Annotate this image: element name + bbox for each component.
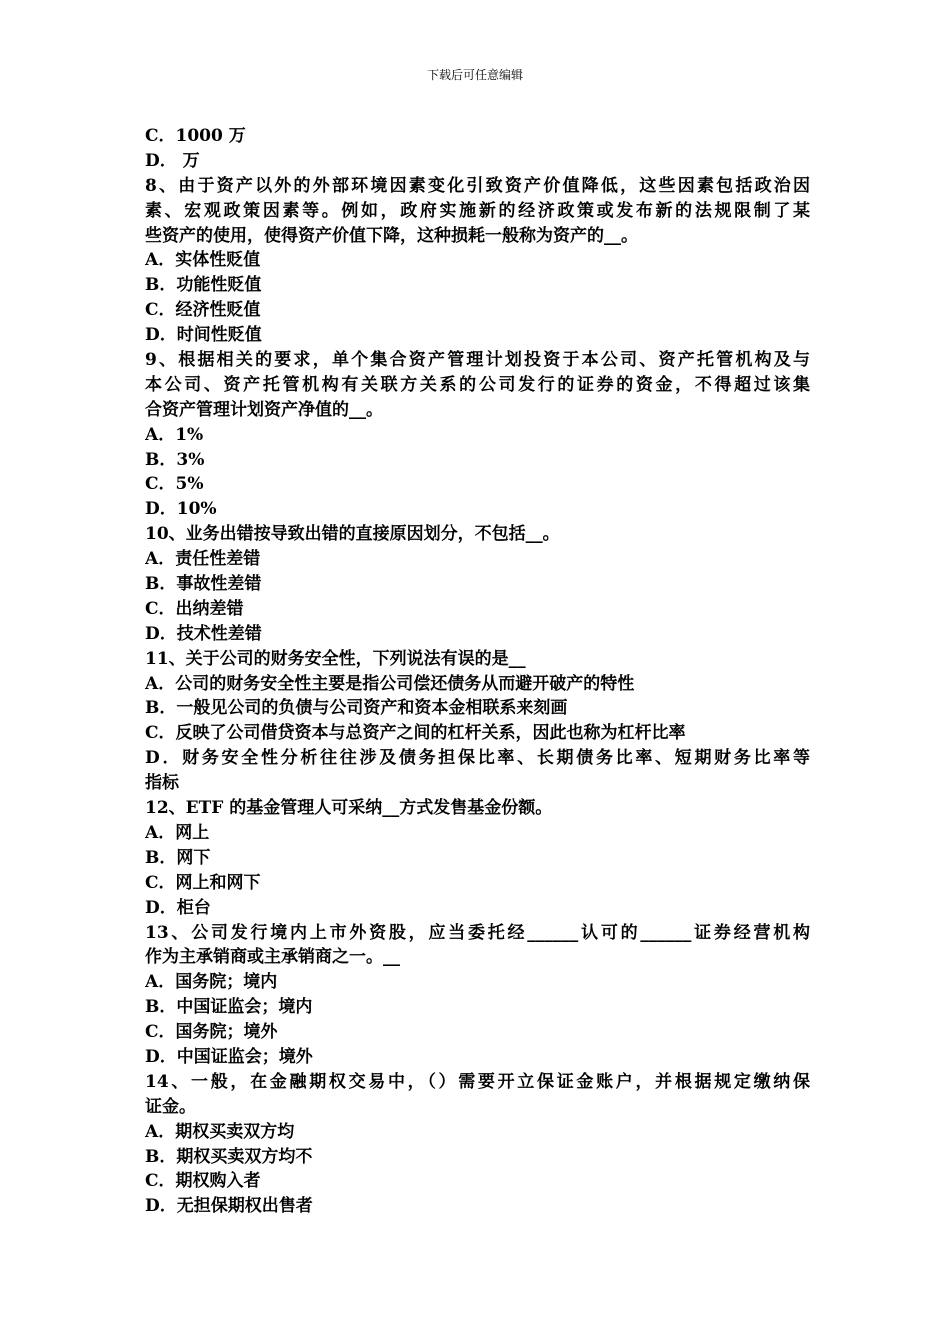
question-line: 8、由于资产以外的外部环境因素变化引致资产价值降低，这些因素包括政治因 bbox=[145, 175, 810, 196]
question-line: 合资产管理计划资产净值的__。 bbox=[145, 399, 383, 420]
option-line: 指标 bbox=[145, 773, 179, 794]
option-line: C．反映了公司借贷资本与总资产之间的杠杆关系，因此也称为杠杆比率 bbox=[145, 723, 686, 744]
question-line: 13、公司发行境内上市外资股，应当委托经______认可的______证券经营机构 bbox=[145, 922, 810, 943]
option-line: B．功能性贬值 bbox=[145, 275, 262, 296]
option-line: B．网下 bbox=[145, 847, 211, 868]
question-line: 素、宏观政策因素等。例如，政府实施新的经济政策或发布新的法规限制了某 bbox=[145, 200, 810, 221]
option-line: A．网上 bbox=[145, 822, 210, 843]
option-line: D．10% bbox=[145, 499, 217, 520]
question-line: 9、根据相关的要求，单个集合资产管理计划投资于本公司、资产托管机构及与 bbox=[145, 350, 810, 371]
page-header: 下载后可任意编辑 bbox=[426, 68, 523, 82]
option-line: B．事故性差错 bbox=[145, 574, 262, 595]
question-line: 些资产的使用，使得资产价值下降，这种损耗一般称为资产的__。 bbox=[145, 225, 638, 246]
option-line: A．公司的财务安全性主要是指公司偿还债务从而避开破产的特性 bbox=[145, 673, 635, 694]
option-line: C．5% bbox=[145, 474, 204, 495]
option-line: A．期权买卖双方均 bbox=[145, 1121, 295, 1142]
option-line: C．国务院；境外 bbox=[145, 1022, 278, 1043]
question-line: 作为主承销商或主承销商之一。__ bbox=[145, 947, 400, 968]
option-line: A．实体性贬值 bbox=[145, 250, 261, 271]
question-line: 本公司、资产托管机构有关联方关系的公司发行的证券的资金，不得超过该集 bbox=[145, 374, 810, 395]
option-line: D．时间性贬值 bbox=[145, 325, 262, 346]
option-line: D．无担保期权出售者 bbox=[145, 1196, 313, 1217]
option-line: D．技术性差错 bbox=[145, 623, 262, 644]
option-line: D．柜台 bbox=[145, 897, 211, 918]
question-line: 11、关于公司的财务安全性，下列说法有误的是__ bbox=[145, 648, 526, 669]
option-line: C．经济性贬值 bbox=[145, 300, 261, 321]
option-line: D．财务安全性分析往往涉及债务担保比率、长期债务比率、短期财务比率等 bbox=[145, 748, 810, 769]
question-line: 12、ETF 的基金管理人可采纳__方式发售基金份额。 bbox=[145, 798, 553, 819]
option-line: B．一般见公司的负债与公司资产和资本金相联系来刻画 bbox=[145, 698, 568, 719]
option-line: A．1% bbox=[145, 424, 204, 445]
option-line: A．责任性差错 bbox=[145, 549, 261, 570]
option-line: C．出纳差错 bbox=[145, 598, 244, 619]
option-line: C．期权购入者 bbox=[145, 1171, 261, 1192]
option-line: A．国务院；境内 bbox=[145, 972, 278, 993]
question-line: 14、一般，在金融期权交易中，（）需要开立保证金账户，并根据规定缴纳保 bbox=[145, 1071, 810, 1092]
option-line: B．中国证监会；境内 bbox=[145, 997, 313, 1018]
question-line: 证金。 bbox=[145, 1096, 196, 1117]
question-line: 10、业务出错按导致出错的直接原因划分，不包括__。 bbox=[145, 524, 560, 545]
option-line: B．期权买卖双方均不 bbox=[145, 1146, 313, 1167]
option-line: D．中国证监会；境外 bbox=[145, 1046, 313, 1067]
option-line: C．1000 万 bbox=[145, 126, 246, 146]
option-line: D． 万 bbox=[145, 150, 200, 171]
option-line: C．网上和网下 bbox=[145, 872, 261, 893]
document-body bbox=[145, 124, 810, 1219]
option-line: B．3% bbox=[145, 449, 205, 470]
